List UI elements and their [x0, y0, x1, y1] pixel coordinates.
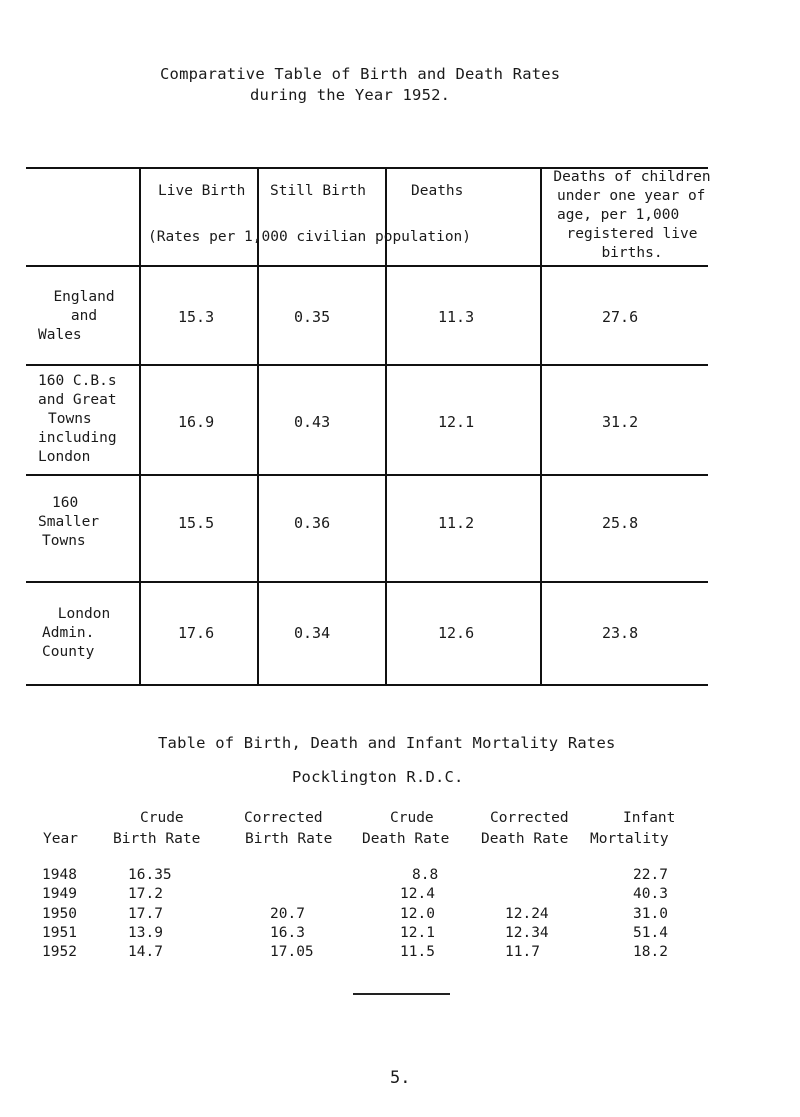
live-birth-value: 15.3 — [178, 308, 215, 326]
infant-value: 31.2 — [602, 413, 639, 431]
still-birth-value: 0.36 — [294, 514, 331, 532]
table-rule — [26, 474, 708, 476]
col-header-crude-death: Crude — [390, 810, 434, 826]
corrected-death-cell: 11.7 — [505, 944, 540, 960]
page-title: Comparative Table of Birth and Death Rates — [160, 65, 561, 83]
table-column-rule — [139, 167, 141, 686]
deaths-value: 12.1 — [438, 413, 475, 431]
infant-cell: 18.2 — [633, 944, 668, 960]
header-live-birth: Live Birth — [158, 183, 246, 199]
page-number: 5. — [390, 1068, 411, 1088]
row-label: 160 Smaller Towns — [38, 495, 100, 549]
infant-cell: 22.7 — [633, 867, 668, 883]
deaths-value: 12.6 — [438, 624, 475, 642]
infant-value: 27.6 — [602, 308, 639, 326]
col-header-crude-death-rate: Death Rate — [362, 831, 450, 847]
col-header-crude-birth-rate: Birth Rate — [113, 831, 201, 847]
header-deaths: Deaths — [411, 183, 464, 199]
infant-cell: 51.4 — [633, 925, 668, 941]
still-birth-value: 0.35 — [294, 308, 331, 326]
col-header-corrected-birth: Corrected — [244, 810, 323, 826]
header-rates-note: (Rates per 1,000 civilian population) — [148, 229, 472, 245]
col-header-year: Year — [43, 831, 78, 847]
crude-birth-cell: 14.7 — [128, 944, 163, 960]
page-subtitle: during the Year 1952. — [250, 86, 451, 104]
table-column-rule — [540, 167, 542, 686]
live-birth-value: 16.9 — [178, 413, 215, 431]
year-cell: 1951 — [42, 925, 77, 941]
live-birth-value: 17.6 — [178, 624, 215, 642]
crude-death-cell: 11.5 — [400, 944, 435, 960]
live-birth-value: 15.5 — [178, 514, 215, 532]
divider — [353, 993, 450, 995]
table2-subtitle: Pocklington R.D.C. — [292, 768, 464, 786]
corrected-death-cell: 12.24 — [505, 906, 549, 922]
col-header-infant-mortality: Mortality — [590, 831, 669, 847]
table-rule — [26, 364, 708, 366]
still-birth-value: 0.43 — [294, 413, 331, 431]
col-header-crude-birth: Crude — [140, 810, 184, 826]
table2-title: Table of Birth, Death and Infant Mortality Rates — [158, 734, 616, 752]
crude-death-cell: 12.4 — [400, 886, 435, 902]
crude-death-cell: 12.0 — [400, 906, 435, 922]
year-cell: 1949 — [42, 886, 77, 902]
corrected-birth-cell: 16.3 — [270, 925, 305, 941]
col-header-corrected-birth-rate: Birth Rate — [245, 831, 333, 847]
infant-cell: 40.3 — [633, 886, 668, 902]
corrected-birth-cell: 17.05 — [270, 944, 314, 960]
table-rule — [26, 684, 708, 686]
row-label: 160 C.B.s and Great Towns including London — [38, 373, 117, 465]
year-cell: 1948 — [42, 867, 77, 883]
crude-death-cell: 8.8 — [412, 867, 439, 883]
corrected-death-cell: 12.34 — [505, 925, 549, 941]
year-cell: 1950 — [42, 906, 77, 922]
year-cell: 1952 — [42, 944, 77, 960]
crude-birth-cell: 16.35 — [128, 867, 172, 883]
corrected-birth-cell: 20.7 — [270, 906, 305, 922]
table-rule — [26, 265, 708, 267]
row-label: England and Wales — [38, 289, 115, 343]
table-rule — [26, 581, 708, 583]
header-infant-deaths: Deaths of children under one year of age, per 1,000 registered live births. — [553, 169, 711, 261]
deaths-value: 11.3 — [438, 308, 475, 326]
crude-birth-cell: 17.7 — [128, 906, 163, 922]
crude-birth-cell: 17.2 — [128, 886, 163, 902]
infant-cell: 31.0 — [633, 906, 668, 922]
col-header-corrected-death-rate: Death Rate — [481, 831, 569, 847]
row-label: London Admin. County — [42, 606, 111, 660]
col-header-infant: Infant — [623, 810, 676, 826]
still-birth-value: 0.34 — [294, 624, 331, 642]
deaths-value: 11.2 — [438, 514, 475, 532]
crude-death-cell: 12.1 — [400, 925, 435, 941]
crude-birth-cell: 13.9 — [128, 925, 163, 941]
infant-value: 23.8 — [602, 624, 639, 642]
infant-value: 25.8 — [602, 514, 639, 532]
header-still-birth: Still Birth — [270, 183, 367, 199]
col-header-corrected-death: Corrected — [490, 810, 569, 826]
